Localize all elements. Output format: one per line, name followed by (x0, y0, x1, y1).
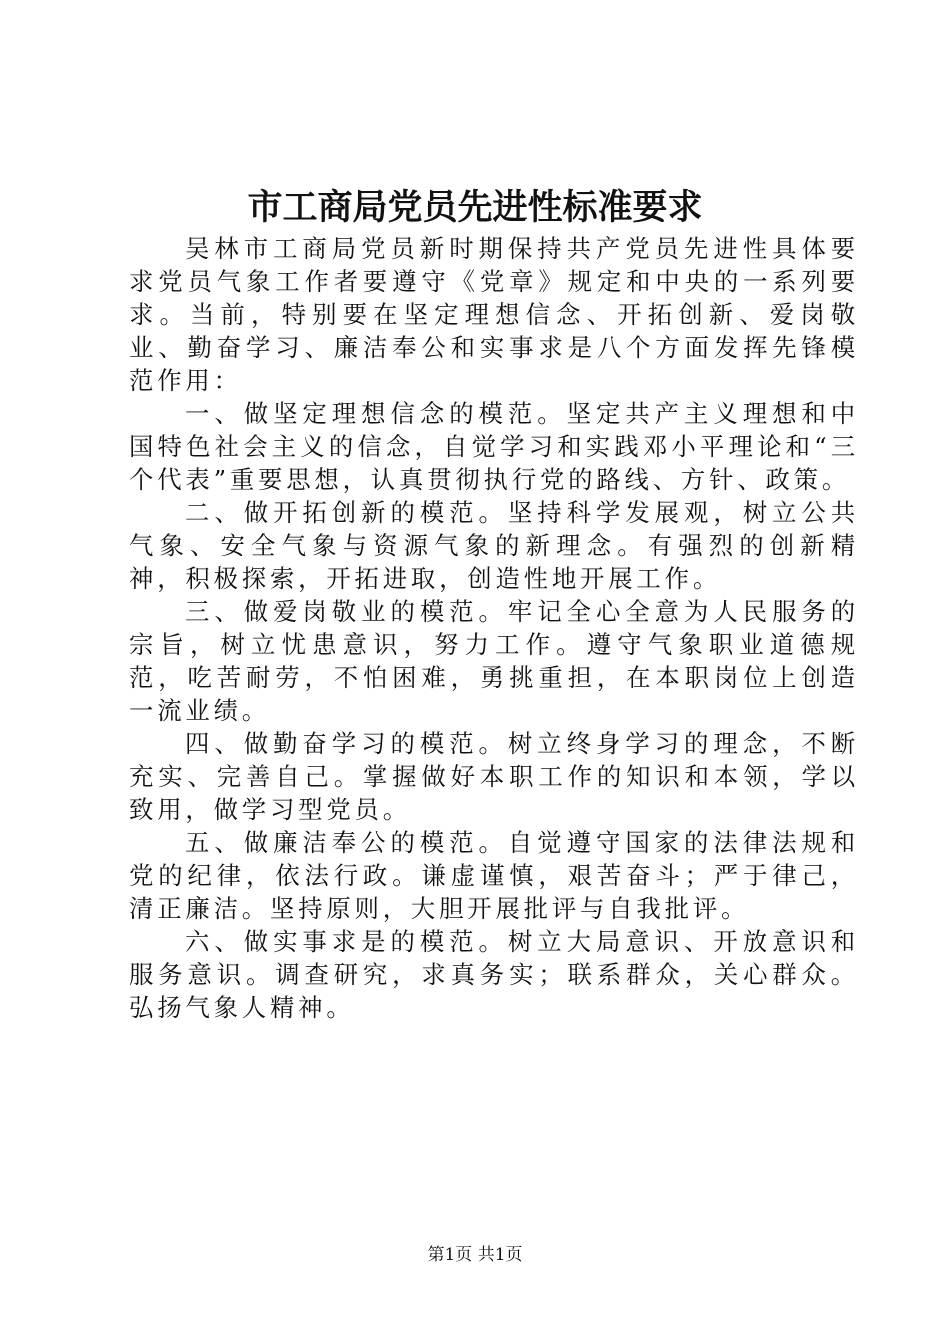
paragraph-item-6: 六、做实事求是的模范。树立大局意识、开放意识和服务意识。调查研究，求真务实；联系群众，关心群众。弘扬气象人精神。 (129, 927, 859, 1022)
paragraph-item-5: 五、做廉洁奉公的模范。自觉遵守国家的法律法规和党的纪律，依法行政。谦虚谨慎，艰苦奋斗；严于律己，清正廉洁。坚持原则，大胆开展批评与自我批评。 (129, 828, 859, 923)
paragraph-item-3: 三、做爱岗敬业的模范。牢记全心全意为人民服务的宗旨，树立忧患意识，努力工作。遵守气象职业道德规范，吃苦耐劳，不怕困难，勇挑重担，在本职岗位上创造一流业绩。 (129, 597, 859, 725)
page-footer: 第1页 共1页 (427, 1245, 523, 1265)
paragraph-item-4: 四、做勤奋学习的模范。树立终身学习的理念，不断充实、完善自己。掌握做好本职工作的知识和本领，学以致用，做学习型党员。 (129, 729, 859, 824)
document-body (129, 232, 859, 1024)
paragraph-item-1: 一、做坚定理想信念的模范。坚定共产主义理想和中国特色社会主义的信念，自觉学习和实践邓小平理论和“三个代表”重要思想，认真贯彻执行党的路线、方针、政策。 (129, 399, 859, 494)
document-title: 市工商局党员先进性标准要求 (247, 187, 703, 228)
paragraph-item-2: 二、做开拓创新的模范。坚持科学发展观，树立公共气象、安全气象与资源气象的新理念。有强烈的创新精神，积极探索，开拓进取，创造性地开展工作。 (129, 498, 859, 593)
paragraph-intro: 吴林市工商局党员新时期保持共产党员先进性具体要求党员气象工作者要遵守《党章》规定和中央的一系列要求。当前，特别要在坚定理想信念、开拓创新、爱岗敬业、勤奋学习、廉洁奉公和实事求是八个方面发挥先锋模范作用： (129, 234, 859, 395)
